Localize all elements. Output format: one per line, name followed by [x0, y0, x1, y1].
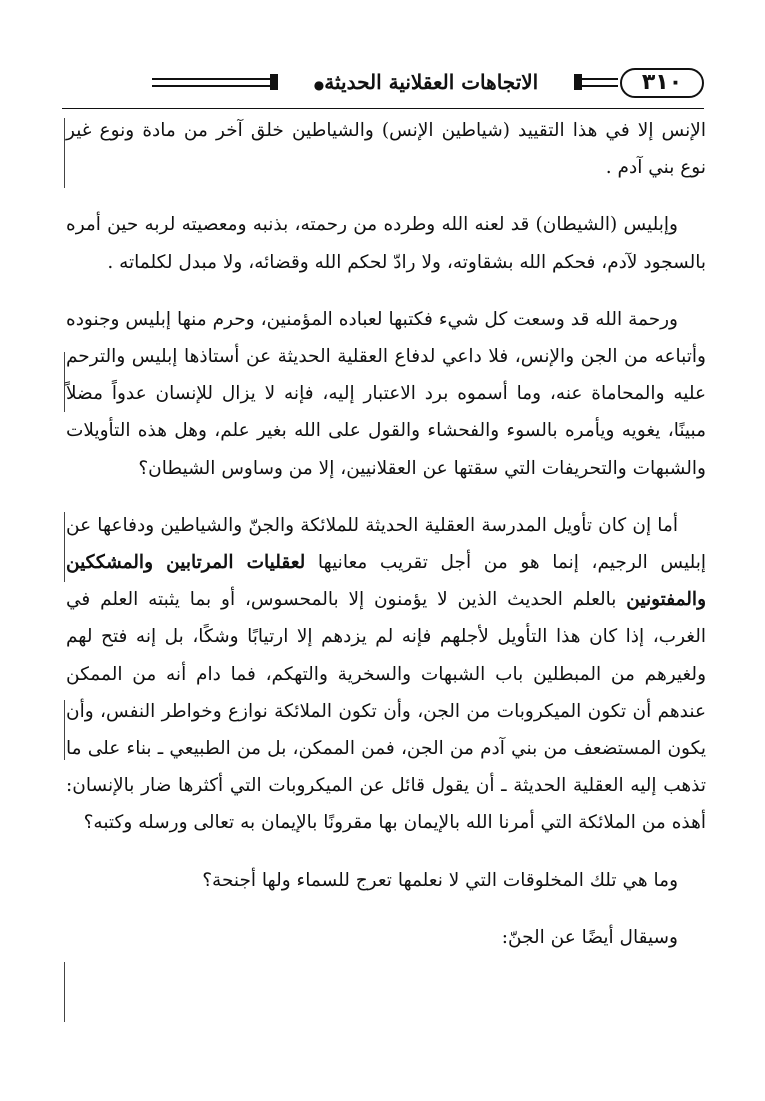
paragraph: ورحمة الله قد وسعت كل شيء فكتبها لعباده المؤمنين، وحرم منها إبليس وجنوده وأتباعه من الجن والإنس، فلا داعي لدفاع العقلية الحديثة عن أستاذها إبليس والترحم عليه والمحاماة عنه، وما أسموه برد الاعتبار إليه، فإنه لا يزال للإنسان عدواً مضلاً مبينًا، يغويه ويأمره بالسوء والفحشاء والقول على الله بغير علم، وهل هذه التأويلات والشبهات والتحريفات التي سقتها عن العقلانيين، إلا من وساوس الشيطان؟ [66, 308, 706, 479]
header-rule-left [152, 78, 272, 87]
bold-phrase: لعقليات المرتابين والمشككين والمفتونين [66, 552, 706, 611]
paragraph: وما هي تلك المخلوقات التي لا نعلمها تعرج للسماء ولها أجنحة؟ [202, 869, 678, 891]
body-text [66, 112, 706, 956]
header-ornament-square [574, 74, 582, 90]
header-title [278, 66, 574, 101]
header-rule-right [580, 78, 618, 87]
paragraph-text: أما إن كان تأويل المدرسة العقلية الحديثة للملائكة والجنّ والشياطين ودفاعها عن إبليس الرجيم، إنما هو من أجل تقريب معانيها [66, 514, 706, 574]
header-dot-icon: ● [313, 78, 325, 92]
paragraph: وإبليس (الشيطان) قد لعنه الله وطرده من رحمته، بذنبه ومعصيته لربه حين أمره بالسجود لآدم، فحكم الله بشقاوته، ولا رادّ لحكم الله وقضائه، ولا مبدل لكلماته . [66, 214, 706, 273]
margin-rule [64, 352, 65, 412]
margin-rule [64, 700, 65, 760]
paragraph-text: بالعلم الحديث الذين لا يؤمنون إلا بالمحسوس، أو بما يثبته العلم في الغرب، إذا كان هذا التأويل لأجلهم فإنه لم يزدهم إلا ارتيابًا وشكًا، بل إنه فتح لهم ولغيرهم من المبطلين باب الشبهات والسخرية والتهكم، فما دام أنه من الممكن عندهم أن تكون الميكروبات من الجن، وأن تكون الملائكة نوازع وخواطر النفس، وأن يكون المستضعف من بني آدم من الجن، فمن الممكن، بل من الطبيعي ـ بناء على ما تذهب إليه العقلية الحديثة ـ أن يقول قائل عن الميكروبات التي أكثرها ضار بالإنسان: أهذه من الملائكة التي أمرنا الله بالإيمان بها مقرونًا بالإيمان به تعالى ورسله وكتبه؟ [66, 589, 706, 834]
margin-rule [64, 512, 65, 582]
paragraph [66, 507, 706, 842]
paragraph: وسيقال أيضًا عن الجنّ: [501, 926, 678, 948]
page-number: ٣١٠ [620, 68, 704, 98]
header-title-text: الاتجاهات العقلانية الحديثة [324, 70, 539, 94]
margin-rule [64, 962, 65, 1022]
margin-rule [64, 118, 65, 188]
running-header [62, 64, 704, 104]
paragraph: الإنس إلا في هذا التقييد (شياطين الإنس) والشياطين خلق آخر من مادة ونوع غير نوع بني آدم . [66, 120, 706, 179]
header-underline [62, 108, 704, 109]
